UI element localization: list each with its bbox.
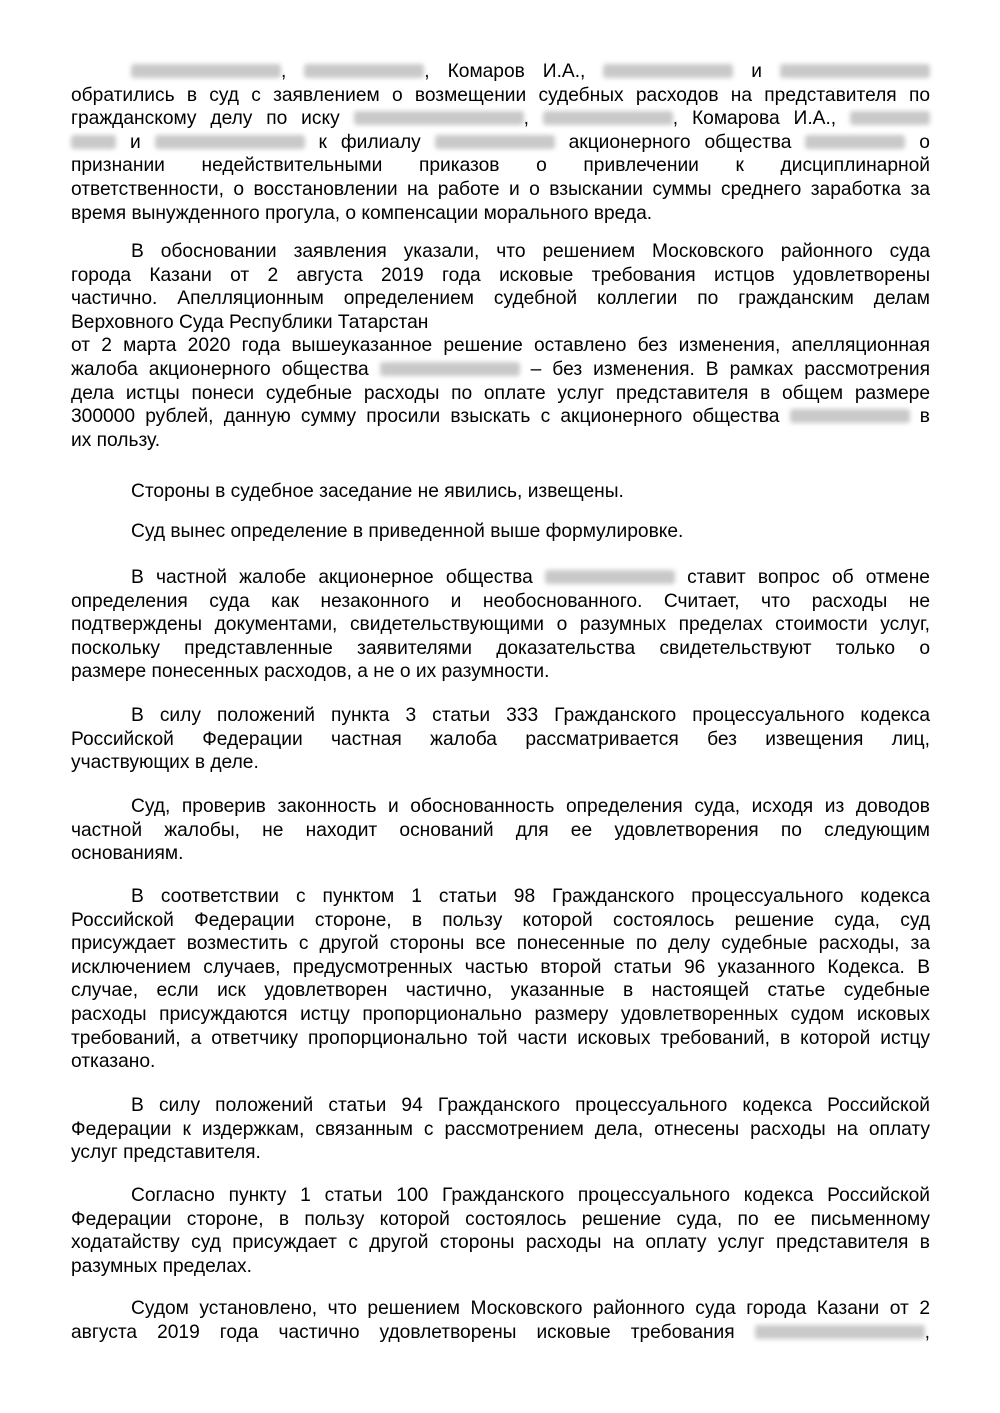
text-line: ответственности, о восстановлении на работе и о взыскании суммы среднего заработка за: [71, 178, 930, 200]
redacted-name: [790, 409, 910, 423]
text-line: августа 2019 года частично удовлетворены исковые требования ,: [71, 1321, 930, 1343]
text-line: жалоба акционерного общества – без изменения. В рамках рассмотрения: [71, 358, 930, 380]
paragraph-established: [71, 1297, 930, 1344]
text-line: Согласно пункту 1 статьи 100 Гражданского процессуального кодекса Российской: [131, 1185, 930, 1206]
text-line: требований, а ответчику пропорционально той части исковых требований, в которой истцу: [71, 1027, 930, 1049]
text-line: , , Комаров И.А., и: [71, 60, 930, 84]
text-line: признании недействительными приказов о привлечении к дисциплинарной: [71, 155, 930, 177]
text-line: и к филиалу акционерного общества о: [71, 131, 930, 155]
text-line: основаниям.: [71, 843, 184, 865]
text-line: Российской Федерации стороне, в пользу которой состоялось решение суда, суд: [71, 909, 930, 931]
text-line: разумных пределах.: [71, 1255, 252, 1277]
text-line: размере понесенных расходов, а не о их разумности.: [71, 661, 550, 683]
redacted-name: [131, 64, 281, 78]
text-line: Федерации стороне, в пользу которой состоялось решение суда, по ее письменному: [71, 1208, 930, 1230]
redacted-name: [435, 135, 555, 149]
text-line: города Казани от 2 августа 2019 года исковые требования истцов удовлетворены: [71, 264, 930, 286]
text-line: присуждает возместить с другой стороны все понесенные по делу судебные расходы, за: [71, 933, 930, 955]
paragraph-article-100: [71, 1184, 930, 1278]
text-line: их пользу.: [71, 429, 161, 451]
redacted-name: [304, 64, 424, 78]
text-line: Стороны в судебное заседание не явились, извещены.: [131, 481, 624, 502]
paragraph-grounds: [71, 240, 930, 452]
redacted-name: [543, 111, 673, 125]
text-line: подтверждены документами, свидетельствующими о разумных пределах стоимости услуг,: [71, 614, 930, 636]
text-line: В силу положений статьи 94 Гражданского процессуального кодекса Российской: [131, 1095, 930, 1116]
paragraph-complaint: [71, 566, 930, 684]
text-line: участвующих в деле.: [71, 752, 259, 774]
text-line: услуг представителя.: [71, 1142, 261, 1164]
paragraph-parties: [71, 480, 930, 504]
text-line: от 2 марта 2020 года вышеуказанное решение оставлено без изменения, апелляционная: [71, 335, 930, 357]
text-line: Федерации к издержкам, связанным с рассмотрением дела, отнесены расходы на оплату: [71, 1118, 930, 1140]
redacted-name: [780, 64, 930, 78]
text-line: В обосновании заявления указали, что решением Московского районного суда: [131, 241, 930, 262]
paragraph-article-98: [71, 885, 930, 1074]
text-line: Суд вынес определение в приведенной выше формулировке.: [131, 521, 684, 542]
redacted-name: [755, 1325, 925, 1339]
text-line: дела истцы понеси судебные расходы по оплате услуг представителя в общем размере: [71, 382, 930, 404]
redacted-name: [805, 135, 905, 149]
text-line: В частной жалобе акционерное общества ставит вопрос об отмене: [131, 567, 930, 588]
paragraph-article-94: [71, 1094, 930, 1165]
text-line: 300000 рублей, данную сумму просили взыскать с акционерного общества в: [71, 406, 930, 428]
redacted-name: [354, 111, 524, 125]
text-line: Суд, проверив законность и обоснованность определения суда, исходя из доводов: [131, 796, 930, 817]
text-line: отказано.: [71, 1051, 156, 1073]
text-line: гражданскому делу по иску , , Комарова И.А.,: [71, 107, 930, 131]
paragraph-review: [71, 795, 930, 866]
redacted-name: [155, 135, 305, 149]
text-line: ходатайству суд присуждает с другой стороны расходы на оплату услуг представителя в: [71, 1232, 930, 1254]
text-line: Судом установлено, что решением Московского районного суда города Казани от 2: [131, 1298, 930, 1319]
paragraph-ruling: [71, 520, 930, 544]
redacted-name: [71, 135, 116, 149]
paragraph-intro: [71, 60, 930, 225]
text-line: случае, если иск удовлетворен частично, указанные в настоящей статье судебные: [71, 980, 930, 1002]
text-line: Верховного Суда Республики Татарстан: [71, 311, 429, 333]
text-line: определения суда как незаконного и необоснованного. Считает, что расходы не: [71, 590, 930, 612]
redacted-name: [545, 570, 675, 584]
text-line: частной жалобы, не находит оснований для ее удовлетворения по следующим: [71, 819, 930, 841]
text-line: расходы присуждаются истцу пропорционально размеру удовлетворенных судом исковых: [71, 1003, 930, 1025]
text-line: время вынужденного прогула, о компенсации морального вреда.: [71, 202, 653, 224]
redacted-name: [603, 64, 733, 78]
text-line: частично. Апелляционным определением судебной коллегии по гражданским делам: [71, 288, 930, 310]
text-line: исключением случаев, предусмотренных частью второй статьи 96 указанного Кодекса. В: [71, 956, 930, 978]
text-line: В соответствии с пунктом 1 статьи 98 Гражданского процессуального кодекса: [131, 886, 930, 907]
text-line: обратились в суд с заявлением о возмещении судебных расходов на представителя по: [71, 84, 930, 106]
text-line: Российской Федерации частная жалоба рассматривается без извещения лиц,: [71, 728, 930, 750]
text-line: В силу положений пункта 3 статьи 333 Гражданского процессуального кодекса: [131, 705, 930, 726]
paragraph-article-333: [71, 704, 930, 775]
redacted-name: [850, 111, 930, 125]
redacted-name: [380, 362, 520, 376]
text-line: поскольку представленные заявителями доказательства свидетельствуют только о: [71, 637, 930, 659]
